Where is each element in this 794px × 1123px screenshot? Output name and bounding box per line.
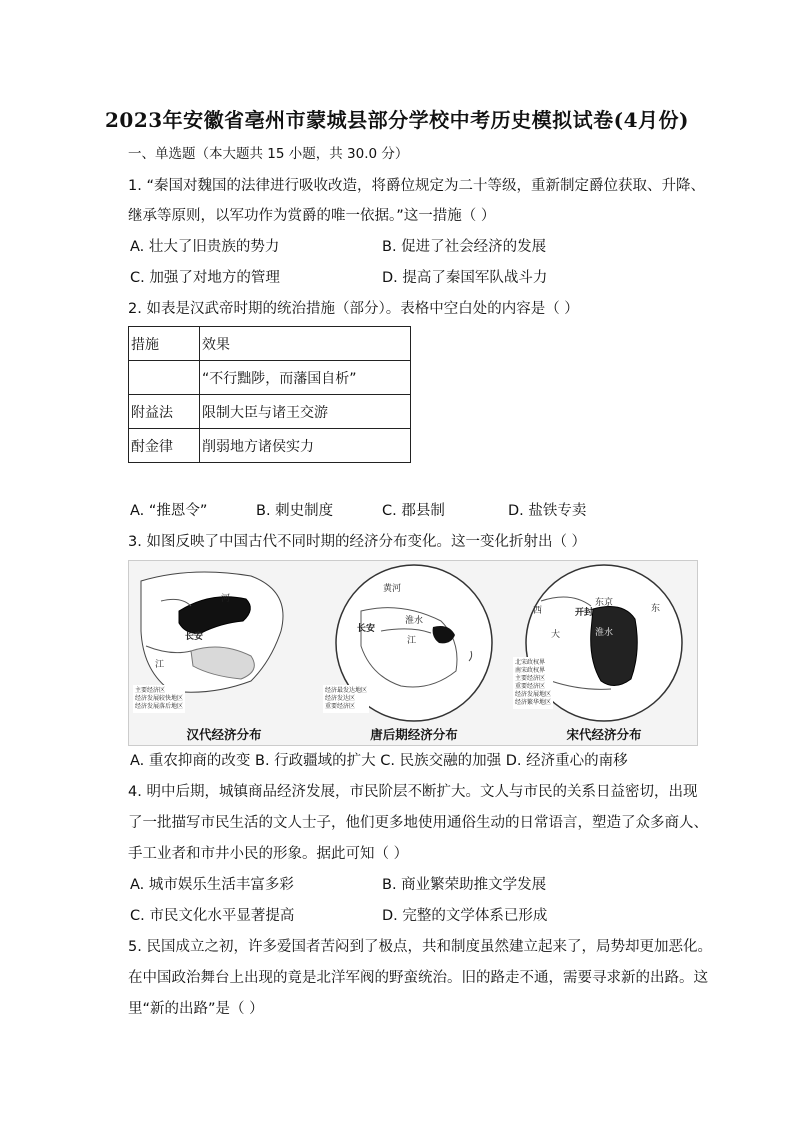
table-header-cell: 措施 [129, 327, 200, 361]
q2-option-c: C. 郡县制 [382, 503, 445, 519]
table-cell [129, 361, 200, 395]
map-label: 长安 [185, 632, 204, 642]
q2-option-b: B. 刺史制度 [256, 503, 334, 519]
table-cell: 削弱地方诸侯实力 [200, 429, 411, 463]
q5-stem-line3: 里“新的出路”是（ ） [128, 1001, 264, 1017]
table-cell: 限制大臣与诸王交游 [200, 395, 411, 429]
song-economy-map [511, 561, 697, 745]
q4-stem-line2: 了一批描写市民生活的文人士子，他们更多地使用通俗生动的日常语言，塑造了众多商人、 [128, 815, 708, 831]
q5-stem-line1: 5. 民国成立之初，许多爱国者苦闷到了极点，共和制度虽然建立起来了，局势却更加恶化。 [128, 939, 712, 955]
q1-option-c: C. 加强了对地方的管理 [130, 270, 280, 286]
q4-option-a: A. 城市娱乐生活丰富多彩 [130, 877, 294, 893]
q2-table [128, 326, 411, 463]
map-label: 黄河 [383, 584, 402, 594]
map-label: 西 [533, 606, 543, 616]
map-label: 淮水 [595, 628, 614, 638]
q2-option-d: D. 盐铁专卖 [508, 503, 587, 519]
q2-stem: 2. 如表是汉武帝时期的统治措施（部分）。表格中空白处的内容是（ ） [128, 301, 579, 317]
table-row [129, 429, 411, 463]
table-cell: 酎金律 [129, 429, 200, 463]
han-economy-map [131, 561, 317, 745]
q3-stem: 3. 如图反映了中国古代不同时期的经济分布变化。这一变化折射出（ ） [128, 534, 587, 550]
tang-map-drawing [321, 561, 507, 745]
q2-option-a: A. “推恩令” [130, 503, 208, 519]
table-header-cell: 效果 [200, 327, 411, 361]
q4-option-c: C. 市民文化水平显著提高 [130, 908, 295, 924]
map-caption: 宋代经济分布 [566, 727, 642, 742]
tang-economy-map [321, 561, 507, 745]
table-cell: “不行黜陟，而藩国自析” [200, 361, 411, 395]
table-cell: 附益法 [129, 395, 200, 429]
page-title: 2023年安徽省亳州市蒙城县部分学校中考历史模拟试卷(4月份) [104, 108, 689, 132]
q4-option-d: D. 完整的文学体系已形成 [382, 908, 548, 924]
han-map-drawing [131, 561, 317, 745]
song-map-drawing [511, 561, 697, 745]
map-legend: 经济最发达地区 经济发达区 重要经济区 [323, 685, 369, 713]
q1-stem-line2: 继承等原则，以军功作为赏爵的唯一依据。”这一措施（ ） [128, 208, 496, 224]
map-caption: 唐后期经济分布 [370, 727, 458, 742]
map-label: 大 [551, 630, 561, 640]
map-label: 长安 [357, 624, 376, 634]
section-heading: 一、单选题（本大题共 15 小题，共 30.0 分） [128, 146, 409, 162]
map-legend: 主要经济区 经济发展较快地区 经济发展落后地区 [133, 685, 185, 713]
q4-option-b: B. 商业繁荣助推文学发展 [382, 877, 547, 893]
q4-stem-line1: 4. 明中后期，城镇商品经济发展，市民阶层不断扩大。文人与市民的关系日益密切，出现 [128, 784, 698, 800]
table-row [129, 361, 411, 395]
map-label: 开封 [575, 608, 594, 618]
map-caption: 汉代经济分布 [186, 727, 262, 742]
q5-stem-line2: 在中国政治舞台上出现的竟是北洋军阀的野蛮统治。旧的路走不通，需要寻求新的出路。这 [128, 970, 708, 986]
map-label: 江 [155, 660, 165, 670]
q1-option-a: A. 壮大了旧贵族的势力 [130, 239, 280, 255]
q1-option-d: D. 提高了秦国军队战斗力 [382, 270, 548, 286]
q1-option-b: B. 促进了社会经济的发展 [382, 239, 547, 255]
map-label: 江 [407, 636, 417, 646]
table-row [129, 395, 411, 429]
map-legend: 北宋政权界 南宋政权界 主要经济区 重要经济区 经济发展地区 经济繁华地区 [513, 657, 553, 709]
map-label: 淮水 [405, 616, 424, 626]
q4-stem-line3: 手工业者和市井小民的形象。据此可知（ ） [128, 846, 409, 862]
q3-options: A. 重农抑商的改变 B. 行政疆域的扩大 C. 民族交融的加强 D. 经济重心的南移 [130, 753, 628, 769]
map-label: 河 [221, 594, 231, 604]
map-label: 东京 [595, 598, 614, 608]
q3-map-figure [128, 560, 698, 746]
q1-stem-line1: 1. “秦国对魏国的法律进行吸收改造，将爵位规定为二十等级，重新制定爵位获取、升降、 [128, 178, 705, 194]
map-label: 东 [651, 604, 661, 614]
table-header-row [129, 327, 411, 361]
